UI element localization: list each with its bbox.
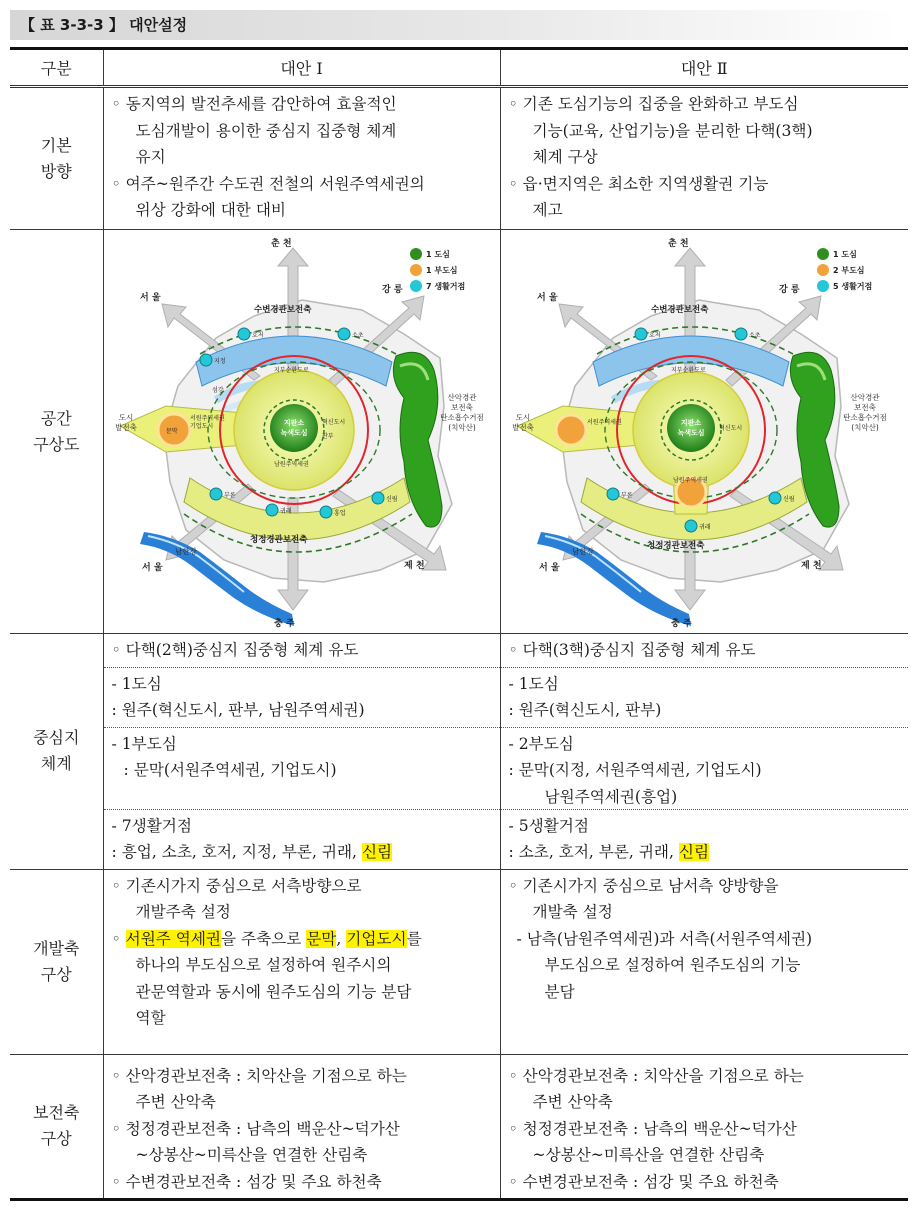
legend-item: 1 부도심 — [425, 266, 458, 275]
dir-north: 춘 천 — [667, 239, 689, 249]
map-label: 서원주역세권 — [189, 415, 225, 422]
dir-north: 춘 천 — [270, 239, 292, 249]
east-axis-label: 산악경관 — [447, 393, 476, 402]
label-line: 보전축 — [33, 1103, 80, 1123]
text-line: ◦ 다핵(3핵)중심지 집중형 체계 유도 — [508, 641, 756, 659]
text-line: 주변 산악축 — [532, 1093, 613, 1111]
text-line: ◦ 동지역의 발전추세를 감안하여 효율적인 — [111, 95, 397, 113]
spatial-concept-map-alt2 — [501, 230, 909, 632]
text-segment: : 소초, 호저, 부론, 귀래, — [508, 843, 679, 861]
map-label: 기업도시 — [189, 423, 213, 430]
text-line: : 문막(지정, 서원주역세권, 기업도시) — [508, 761, 762, 779]
east-axis-label: (치악산) — [850, 423, 879, 432]
text-line: ◦ 기존 도심기능의 집중을 완화하고 부도심 — [508, 95, 799, 113]
axis-north-label: 수변경관보전축 — [650, 305, 708, 315]
text-line: ◦ 산악경관보전축 : 치악산을 기점으로 하는 — [111, 1066, 407, 1085]
hub-label: 신림 — [385, 496, 398, 503]
text-line: 제고 — [532, 201, 563, 219]
text-line: - 2부도심 — [508, 734, 574, 753]
label-line: 공간 — [40, 408, 72, 428]
center-alt2 — [500, 634, 908, 870]
text-line: 도심개발이 용이한 중심지 집중형 체계 — [135, 121, 397, 140]
axis-south-label: 청정경관보전축 — [646, 541, 704, 551]
axis-south-label: 청정경관보전축 — [249, 535, 307, 545]
text-line: 체계 구상 — [532, 148, 598, 166]
highlighted-text: 기업도시 — [346, 929, 407, 948]
text-segment: : 흥업, 소초, 호저, 지정, 부론, 귀래, — [111, 843, 362, 861]
row-conservation — [10, 1054, 908, 1200]
legend-item: 1 도심 — [425, 250, 450, 259]
hub-label: 지정 — [213, 358, 226, 365]
text-line: ◦ 청정경관보전축 : 남측의 백운산~덕가산 — [111, 1119, 400, 1138]
core-label: 녹색도심 — [676, 429, 705, 437]
row-spatial — [10, 230, 908, 634]
text-line: 하나의 부도심으로 설정하여 원주시의 — [135, 956, 392, 974]
text-line — [112, 839, 490, 866]
text-line: - 1부도심 — [111, 734, 177, 753]
dir-southwest: 서 울 — [141, 563, 163, 573]
label-line: 구상 — [40, 1129, 72, 1149]
text-line: ~상봉산~미륵산을 연결한 산림축 — [135, 1146, 368, 1164]
core-label: 지판소 — [283, 419, 304, 427]
east-axis-label: 탄소흡수거점 — [439, 413, 484, 422]
map-label: 판부 — [321, 433, 334, 440]
center-alt1 — [103, 634, 500, 870]
text-line: - 1도심 — [111, 674, 162, 693]
header-alt1: 대안 Ⅰ — [103, 49, 500, 87]
core-downtown-marker — [270, 404, 318, 452]
core-label: 녹색도심 — [279, 429, 308, 437]
highlighted-text: 문막 — [306, 929, 337, 948]
dir-southwest: 서 울 — [538, 563, 560, 573]
conservation-alt1 — [103, 1054, 500, 1200]
core-downtown-marker — [667, 404, 715, 452]
hub-label: 부론 — [620, 492, 633, 499]
axis-north-label: 수변경관보전축 — [253, 305, 311, 315]
dir-south: 충 주 — [670, 619, 692, 629]
west-axis-label: 발전축 — [114, 423, 137, 432]
label-center — [10, 634, 103, 870]
legend-item: 7 생활거점 — [425, 282, 465, 291]
caption-number: 【 표 3-3-3 】 — [20, 16, 124, 34]
hub-label: 소초 — [351, 332, 364, 339]
highlighted-text: 신림 — [678, 843, 710, 861]
label-line: 체계 — [40, 754, 72, 774]
subcenter-marker-west — [556, 415, 586, 445]
label-line: 중심지 — [33, 728, 80, 748]
text-line: 주변 산악축 — [135, 1093, 216, 1111]
label-spatial — [10, 230, 103, 634]
text-line: : 원주(혁신도시, 판부, 남원주역세권) — [111, 701, 365, 719]
dir-east: 강 릉 — [381, 285, 403, 295]
text-line: ◦ 읍·면지역은 최소한 지역생활권 기능 — [508, 174, 769, 193]
dir-west: 서 울 — [139, 293, 161, 303]
label-line: 개발축 — [33, 938, 80, 958]
dir-east: 강 릉 — [778, 285, 800, 295]
text-line: 유지 — [135, 148, 166, 166]
text-line — [112, 926, 490, 953]
hub-label: 호저 — [648, 332, 661, 339]
hub-label: 흥업 — [333, 510, 346, 517]
text-line: 역할 — [135, 1009, 166, 1027]
table-caption — [10, 10, 898, 40]
development-alt2 — [500, 869, 908, 1054]
dir-west: 서 울 — [536, 293, 558, 303]
label-line: 방향 — [40, 161, 72, 181]
hub-label: 신림 — [782, 496, 795, 503]
text-line: ◦ 산악경관보전축 : 치악산을 기점으로 하는 — [508, 1066, 804, 1085]
legend-item: 5 생활거점 — [832, 282, 872, 291]
legend-item: 2 부도심 — [832, 266, 865, 275]
header-alt2: 대안 Ⅱ — [500, 49, 908, 87]
east-axis-label: 보전축 — [853, 403, 876, 412]
text-line: ◦ 기존시가지 중심으로 서측방향으로 — [111, 876, 362, 895]
text-line: - 1도심 — [508, 674, 559, 693]
text-line: ◦ 수변경관보전축 : 섬강 및 주요 하천축 — [508, 1172, 779, 1191]
text-segment: 을 주축으로 — [221, 929, 307, 948]
text-line: ~상봉산~미륵산을 연결한 산림축 — [532, 1146, 765, 1164]
map-label: 혁신도시 — [718, 425, 742, 432]
east-axis-label: 산악경관 — [850, 393, 879, 402]
label-line: 기본 — [40, 135, 72, 155]
west-axis-label: 도시 — [118, 413, 133, 422]
text-line: : 문막(서원주역세권, 기업도시) — [123, 761, 337, 779]
hub-label: 부론 — [223, 492, 236, 499]
text-line: ◦ 기존시가지 중심으로 남서측 양방향을 — [508, 876, 779, 895]
east-axis-label: 탄소흡수거점 — [842, 413, 887, 422]
row-direction — [10, 87, 908, 230]
map-label: 혁신도시 — [321, 419, 345, 426]
text-line: ◦ 청정경관보전축 : 남측의 백운산~덕가산 — [508, 1119, 797, 1138]
text-line: 개발축 설정 — [532, 903, 613, 921]
direction-alt1 — [103, 87, 500, 230]
label-conservation — [10, 1054, 103, 1200]
core-label: 지판소 — [680, 419, 701, 427]
text-segment: , — [336, 929, 347, 948]
map-label: 지부순환도로 — [273, 367, 309, 374]
text-line — [509, 839, 899, 866]
dir-southeast: 제 천 — [403, 561, 425, 571]
hub-label: 호저 — [251, 332, 264, 339]
text-line: ◦ 다핵(2핵)중심지 집중형 체계 유도 — [111, 641, 359, 659]
river-label: 남한강 — [174, 547, 197, 556]
label-line: 구상 — [40, 964, 72, 984]
alternatives-table — [10, 47, 908, 1201]
text-line: ◦ 수변경관보전축 : 섬강 및 주요 하천축 — [111, 1172, 382, 1191]
map-label: 섬강 — [211, 387, 224, 394]
text-line: - 7생활거점 — [111, 816, 192, 835]
label-direction — [10, 87, 103, 230]
text-line: - 남측(남원주역세권)과 서측(서원주역세권) — [516, 929, 813, 948]
legend-item: 1 도심 — [832, 250, 857, 259]
highlighted-text: 신림 — [361, 843, 393, 861]
east-axis-label: (치악산) — [447, 423, 476, 432]
map-label: 문막 — [165, 428, 178, 435]
text-line: 남원주역세권(흥업) — [544, 787, 678, 806]
header-row — [10, 49, 908, 87]
label-line: 구상도 — [33, 434, 80, 454]
text-line: 분담 — [544, 982, 575, 1001]
row-development — [10, 869, 908, 1054]
caption-title: 대안설정 — [129, 16, 188, 34]
text-line: : 원주(혁신도시, 판부) — [508, 701, 662, 719]
east-axis-label: 보전축 — [450, 403, 473, 412]
dir-southeast: 제 천 — [800, 561, 822, 571]
dir-south: 충 주 — [273, 619, 295, 629]
west-axis-label: 발전축 — [511, 423, 534, 432]
hub-label: 소초 — [748, 332, 761, 339]
map-label: 지부순환도로 — [670, 367, 706, 374]
river-label: 남한강 — [571, 547, 594, 556]
label-development — [10, 869, 103, 1054]
hub-label: 귀래 — [279, 508, 292, 515]
map-label: 서원주역세권 — [586, 419, 622, 426]
header-category: 구분 — [10, 49, 103, 87]
conservation-alt2 — [500, 1054, 908, 1200]
text-line: - 5생활거점 — [508, 816, 589, 835]
west-axis-label: 도시 — [515, 413, 530, 422]
text-line: ◦ 여주~원주간 수도권 전철의 서원주역세권의 — [111, 174, 425, 193]
text-line: 관문역할과 동시에 원주도심의 기능 분담 — [135, 982, 412, 1001]
highlighted-text: 서원주 역세권 — [125, 929, 221, 948]
spatial-alt1 — [103, 230, 500, 634]
text-segment: 를 — [406, 929, 422, 948]
spatial-concept-map-alt1 — [104, 230, 501, 632]
hub-label: 귀래 — [698, 524, 711, 531]
text-line: 위상 강화에 대한 대비 — [135, 201, 286, 219]
row-center — [10, 634, 908, 870]
text-segment: ◦ — [111, 929, 126, 948]
text-line: 개발주축 설정 — [135, 903, 231, 921]
map-label: 남원주역세권 — [672, 477, 708, 484]
development-alt1 — [103, 869, 500, 1054]
map-label: 남원주역세권 — [273, 461, 309, 468]
text-line: 부도심으로 설정하여 원주도심의 기능 — [544, 956, 801, 974]
text-line: 기능(교육, 산업기능)을 분리한 다핵(3핵) — [532, 121, 813, 140]
spatial-alt2 — [500, 230, 908, 634]
direction-alt2 — [500, 87, 908, 230]
